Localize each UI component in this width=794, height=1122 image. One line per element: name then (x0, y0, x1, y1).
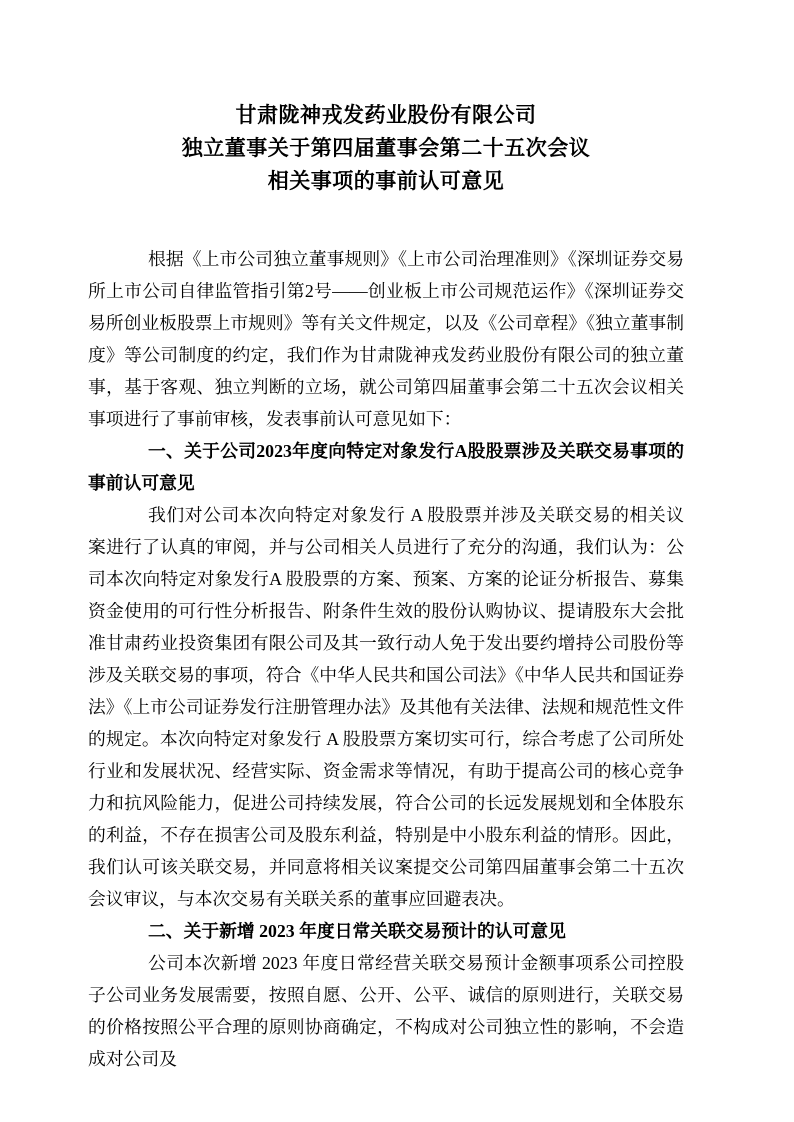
body-paragraph: 根据《上市公司独立董事规则》《上市公司治理准则》《深圳证券交易所上市公司自律监管指引第2号——创业板上市公司规范运作》《深圳证券交易所创业板股票上市规则》等有关文件规定，以及《公司章程》《独立董事制度》等公司制度的约定，我们作为甘肃陇神戎发药业股份有限公司的独立董事，基于客观、独立判断的立场，就公司第四届董事会第二十五次会议相关事项进行了事前审核，发表事前认可意见如下： (88, 249, 684, 429)
title-line-3: 相关事项的事前认可意见 (267, 169, 505, 193)
title-line-1: 甘肃陇神戎发药业股份有限公司 (235, 103, 537, 127)
section-heading: 一、关于公司2023年度向特定对象发行A股股票涉及关联交易事项的事前认可意见 (88, 441, 684, 493)
document-title (88, 99, 684, 198)
body-paragraph: 公司本次新增 2023 年度日常经营关联交易预计金额事项系公司控股子公司业务发展需要，按照自愿、公开、公平、诚信的原则进行，关联交易的价格按照公平合理的原则协商确定，不构成对公司独立性的影响，不会造成对公司及 (88, 953, 684, 1069)
document-body (88, 243, 684, 1075)
body-paragraph: 我们对公司本次向特定对象发行 A 股股票并涉及关联交易的相关议案进行了认真的审阅，并与公司相关人员进行了充分的沟通，我们认为：公司本次向特定对象发行A 股股票的方案、预案、方案的论证分析报告、募集资金使用的可行性分析报告、附条件生效的股份认购协议、提请股东大会批准甘肃药业投资集团有限公司及其一致行动人免于发出要约增持公司股份等涉及关联交易的事项，符合《中华人民共和国公司法》《中华人民共和国证券法》《上市公司证券发行注册管理办法》及其他有关法律、法规和规范性文件的规定。本次向特定对象发行 A 股股票方案切实可行，综合考虑了公司所处行业和发展状况、经营实际、资金需求等情况，有助于提高公司的核心竞争力和抗风险能力，促进公司持续发展，符合公司的长远发展规划和全体股东的利益，不存在损害公司及股东利益，特别是中小股东利益的情形。因此，我们认可该关联交易，并同意将相关议案提交公司第四届董事会第二十五次会议审议，与本次交易有关联关系的董事应回避表决。 (88, 505, 684, 909)
title-line-2: 独立董事关于第四届董事会第二十五次会议 (181, 136, 591, 160)
section-heading: 二、关于新增 2023 年度日常关联交易预计的认可意见 (148, 921, 566, 941)
